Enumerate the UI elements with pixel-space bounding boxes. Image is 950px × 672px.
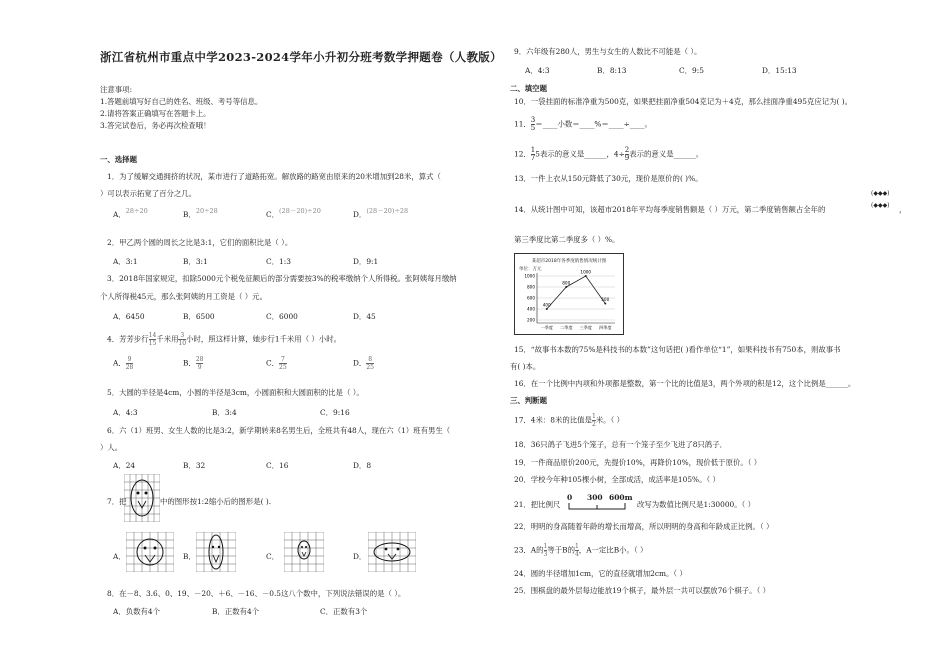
q17-text-b: 米。（ ）: [595, 415, 624, 425]
q4-option-d-frac: [366, 356, 374, 371]
q4-option-b: [183, 356, 203, 371]
q9-option-b: B．8:13: [597, 66, 627, 75]
q4-option-a-num: 9: [127, 356, 132, 363]
q19-text: 19．一件商品原价200元，先提价10%，再降价10%，现价低于原价。（ ）: [514, 458, 762, 467]
q4-text-b: 千米用: [156, 334, 179, 344]
q17-text-a: 17．4米：8米的比值是: [514, 415, 592, 425]
q21-text-b: 改写为数值比例尺是1:30000。（ ）: [637, 500, 756, 509]
q4-option-a-den: 28: [125, 364, 134, 371]
q11-frac-num: 3: [530, 116, 536, 124]
q3-option-c: C．6000: [266, 312, 298, 321]
q3-option-b: B．6500: [183, 312, 215, 321]
q9-option-a: A．4:3: [525, 66, 550, 75]
q6-option-d: D．8: [353, 461, 372, 470]
q4-frac-1-den: 15: [148, 340, 157, 347]
q4-option-b-label: B．: [183, 358, 196, 368]
q6-option-b: B．32: [183, 461, 206, 470]
q7-text-b: 中的图形按1:2缩小后的图形是( ).: [160, 497, 272, 506]
q4-option-c: [266, 356, 287, 371]
notes-head: 注意事项:: [100, 85, 133, 94]
chart-y-ticks: [524, 274, 535, 323]
q23-frac-2-num: 1: [574, 543, 579, 550]
q4-text: [107, 332, 341, 347]
q8-option-b: B．正数有4个: [212, 607, 260, 616]
note-1: 1.答题前填写好自己的姓名、班级、考号等信息。: [100, 97, 263, 106]
q7-option-c: C．: [266, 552, 280, 561]
q7-option-b-figure: [196, 532, 236, 572]
q6-text-b: ）人。: [100, 443, 123, 452]
q4-text-c: 小时，照这样计算，她步行1千米用（ ）小时。: [186, 334, 341, 344]
q4-option-d-label: D．: [353, 358, 367, 368]
q21-scale-bar: [565, 492, 635, 514]
q7-text-a: 7．把: [107, 497, 127, 506]
q4-option-d-den: 25: [366, 364, 374, 371]
chart-point: [585, 275, 587, 277]
q1-option-b-label: B．: [183, 210, 196, 219]
note-3: 3.答完试卷后，务必再次检查哦！: [100, 121, 211, 130]
chart-y-tick-label: 600: [527, 295, 535, 301]
q7-option-a-figure: [126, 532, 174, 572]
q4-option-c-num: 7: [280, 356, 285, 363]
q4-option-c-frac: [279, 356, 287, 371]
q21-scale-0: 0: [567, 493, 573, 502]
q1-text-b: ）可以表示拓宽了百分之几。: [100, 189, 197, 198]
q2-option-c: C．1:3: [266, 257, 291, 266]
chart-points: [543, 270, 610, 311]
q5-option-b: B．3:4: [212, 408, 237, 417]
q12-mid: 5表示的意义是______，4÷: [535, 149, 625, 159]
q1-option-b-formula: 20÷28: [195, 207, 218, 215]
q25-text: 25．围棋盘的最外层每边能放19个棋子，最外层一共可以摆放76个棋子。（ ）: [514, 586, 770, 595]
q4-option-b-num: 28: [195, 356, 204, 363]
q1-text-a: 1．为了缓解交通拥挤的状况，某市进行了道路拓宽。解放路的路宽由原来的20米增加到28米，算式（: [107, 172, 441, 181]
q12-pre: 12．: [514, 149, 531, 159]
q1-option-a-formula: 28÷20: [125, 207, 148, 215]
q5-text: 5．大圆的半径是4cm，小圆的半径是3cm，小圆面积和大圆面积的比是（ ）。: [107, 388, 364, 397]
q3-option-a: A．6450: [113, 312, 145, 321]
page-title: 浙江省杭州市重点中学2023-2024学年小升初分班考数学押题卷（人教版）: [100, 50, 502, 64]
note-2: 2.请将答案正确填写在答题卡上。: [100, 109, 211, 118]
q6-option-a: A．24: [113, 461, 136, 470]
q11-frac-den: 5: [530, 124, 536, 132]
chart-x-tick-label: 二季度: [559, 325, 573, 330]
chart-y-tick-label: 800: [527, 284, 535, 290]
chart-y-tick-label: 200: [527, 317, 535, 323]
chart-x-tick-label: 三季度: [579, 325, 593, 330]
q23-frac-2-den: 4: [574, 551, 579, 558]
q23-text-c: ，A一定比B小。（ ）: [578, 545, 648, 555]
chart-unit: 单位：万元: [519, 267, 542, 272]
q7-option-d: D．: [353, 552, 367, 561]
q12-text: [514, 147, 703, 162]
q7-option-a: A．: [113, 552, 126, 561]
chart-data-label: 800: [562, 280, 571, 286]
q4-option-a: [113, 356, 133, 371]
chart-point: [546, 308, 548, 310]
q18-text: 18．36只鸽子飞进5个笼子，总有一个笼子至少飞进了8只鸽子．: [514, 440, 727, 449]
q11-text: [514, 117, 652, 132]
q21-scale-300: 300: [587, 493, 603, 502]
q2-option-b: B．3:1: [183, 257, 208, 266]
q15-text-a: 15．“故事书本数的75%是科技书的本数”这句话把( )看作单位“1”，如果科技书有750本，则故事书: [514, 345, 841, 354]
q14-marks-2: (◆◆◆): [871, 202, 890, 209]
q13-text: 13．一件上衣从150元降低了30元，现价是原价的( )%。: [514, 174, 703, 183]
chart-y-tick-label: 400: [527, 306, 535, 312]
q4-option-d: [353, 356, 374, 371]
q8-text: 8．在－8、3.6、0、19、－20、＋6、－16、－0.5这八个数中，下列说法错误的是（ ）。: [107, 589, 406, 598]
q8-option-c: C．正数有3个: [320, 607, 368, 616]
q12-frac-1-num: 1: [530, 146, 536, 154]
chart-point: [604, 303, 606, 305]
q5-option-a: A．4:3: [113, 408, 138, 417]
sales-line-chart: [514, 253, 624, 335]
chart-y-tick-label: 1000: [524, 273, 535, 279]
q8-option-a: A．负数有4个: [113, 607, 160, 616]
q23-text-a: 23．A的: [514, 545, 544, 555]
q20-text: 20．学校今年种105棵小树，全部成活，成活率是105%。（ ）: [514, 475, 720, 484]
q4-option-c-label: C．: [266, 358, 280, 368]
q21-text-a: 21．把比例尺: [514, 500, 561, 509]
q17-frac-num: 1: [591, 413, 596, 420]
q7-option-c-figure: [284, 532, 324, 572]
q11-post: ＝____小数＝____%＝____÷____。: [535, 119, 652, 129]
q3-text-a: 3．2018年国家规定，扣除5000元个税免征额后的部分需要按3%的税率缴纳个人所得税。张阿姨每月缴纳: [107, 274, 457, 283]
q10-text: 10．一袋挂面的标准净重为500克，如果把挂面净重504克记为＋4克，那么挂面净重495克应记为( )。: [514, 97, 852, 106]
q1-option-d: [353, 209, 408, 220]
q2-text: 2．甲乙两个圆的周长之比是3:1，它们的面积比是（ ）。: [107, 238, 293, 247]
q2-option-a: A．3:1: [113, 257, 138, 266]
q3-option-d: D．45: [353, 312, 376, 321]
q4-text-a: 4．芳芳步行: [107, 334, 149, 344]
q24-text: 24．圆的半径增加1cm，它的直径就增加2cm。（ ）: [514, 569, 687, 578]
q21-scale-line: [565, 502, 631, 512]
q17-frac-den: 2: [591, 421, 596, 428]
chart-title: 某超市2018年各季度销售情况统计图: [531, 259, 607, 264]
q14-text-b: ，: [899, 205, 907, 214]
q1-option-a-label: A．: [113, 210, 126, 219]
chart-x-tick-label: 一季度: [540, 325, 554, 330]
q5-option-c: C．9:16: [320, 408, 350, 417]
q4-frac-2-num: 3: [180, 332, 185, 339]
chart-x-tick-label: 四季度: [598, 325, 612, 330]
q7-option-d-figure: [368, 532, 416, 572]
q16-text: 16．在一个比例中内项和外项都是整数，第一个比的比值是3，两个外项的积是12，这个比例是______。: [514, 379, 856, 388]
q4-frac-2: [178, 332, 186, 347]
q23-frac-1-num: 1: [543, 543, 548, 550]
q3-text-b: 个人所得税45元，那么张阿姨的月工资是（ ）元。: [100, 292, 267, 301]
q12-frac-1-den: 7: [530, 154, 536, 162]
chart-data-label: 1000: [580, 269, 592, 275]
q6-text-a: 6．六（1）班男、女生人数的比是3:2，新学期转来8名男生后，全班共有48人，现在六（1）班有男生（: [107, 426, 451, 435]
q14-text-c: 第三季度比第二季度多（ ）%。: [514, 235, 620, 244]
q14-text-a: 14．从统计图中可知，该超市2018年平均每季度销售额是（ ）万元，第二季度销售额占全年的: [514, 205, 826, 214]
q4-option-d-num: 8: [368, 356, 373, 363]
q4-frac-1-num: 14: [148, 332, 157, 339]
section-choice: 一、选择题: [100, 155, 137, 164]
q7-option-b: B．: [183, 552, 196, 561]
q1-option-d-formula: (28－20)÷28: [366, 207, 409, 215]
q9-text: 9．六年级有280人，男生与女生的人数比不可能是（ ）。: [514, 47, 702, 56]
q4-option-b-frac: [196, 356, 204, 371]
q7-original-figure: [124, 474, 160, 522]
q6-option-c: C．16: [266, 461, 289, 470]
q1-option-b: [183, 209, 218, 220]
q4-option-a-label: A．: [113, 358, 126, 368]
chart-data-label: 500: [601, 297, 610, 302]
q21-scale-600: 600m: [609, 493, 633, 502]
q9-option-c: C．9:5: [679, 66, 704, 75]
q23-frac-1-den: 3: [543, 551, 548, 558]
q15-text-b: 有( )本。: [510, 362, 541, 371]
q12-frac-2-num: 2: [624, 146, 630, 154]
q1-option-c-formula: (28－20)÷20: [279, 207, 321, 215]
chart-series-line: [547, 276, 606, 309]
q4-option-b-den: 9: [197, 364, 202, 371]
q11-pre: 11．: [514, 119, 531, 129]
q23-text-b: 等于B的: [547, 545, 575, 555]
q4-frac-2-den: 10: [178, 340, 187, 347]
q17-text: [514, 413, 624, 428]
q12-post: 表示的意义是______。: [629, 149, 704, 159]
q4-option-c-den: 25: [279, 364, 287, 371]
section-judge: 三、判断题: [510, 396, 547, 405]
q14-marks-1: (◆◆◆): [871, 190, 890, 197]
section-fill: 二、填空题: [510, 84, 547, 93]
q23-text: [514, 543, 647, 558]
chart-point: [565, 286, 567, 288]
chart-data-label: 400: [542, 302, 551, 308]
q4-option-a-frac: [126, 356, 134, 371]
q1-option-c: [266, 209, 321, 220]
chart-x-ticks: [540, 324, 612, 331]
q9-option-d: D．15:13: [762, 66, 797, 75]
q22-text: 22．明明的身高随着年龄的增长而增高，所以明明的身高和年龄成正比例。（ ）: [514, 522, 774, 531]
q1-option-a: [113, 209, 148, 220]
q1-option-c-label: C．: [266, 210, 280, 219]
q1-option-d-label: D．: [353, 210, 367, 219]
q2-option-d: D．9:1: [353, 257, 379, 266]
q12-frac-2-den: 9: [624, 154, 630, 162]
